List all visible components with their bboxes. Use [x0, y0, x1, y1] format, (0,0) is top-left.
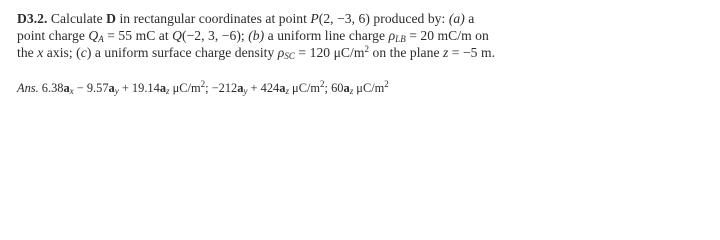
problem-line-3: the x axis; (c) a uniform surface charge density $\rho_{SC} = 120$ $\mu C/m^2$ on the plane z = −5 m.: [17, 44, 496, 61]
answer-line: Ans. $6.38a_x - 9.57a_y + 19.14a_z$ $\mu C/m^2$; $-212a_y + 424a_z$ $\mu C/m^2$; $60a_z$ $\mu C/m^2$: [17, 79, 389, 96]
problem-number: D3.2.: [17, 11, 48, 26]
answer-label: Ans.: [17, 81, 39, 95]
problem-line-2: point charge $Q_A = 55$ mC at Q(−2, 3, −6); (b) a uniform line charge $\rho_{LB} = 20$ mC/m on: [17, 28, 489, 44]
problem-line-1: D3.2. Calculate D in rectangular coordinates at point P(2, −3, 6) produced by: (a) a: [17, 11, 475, 26]
problem-statement: [17, 10, 707, 61]
